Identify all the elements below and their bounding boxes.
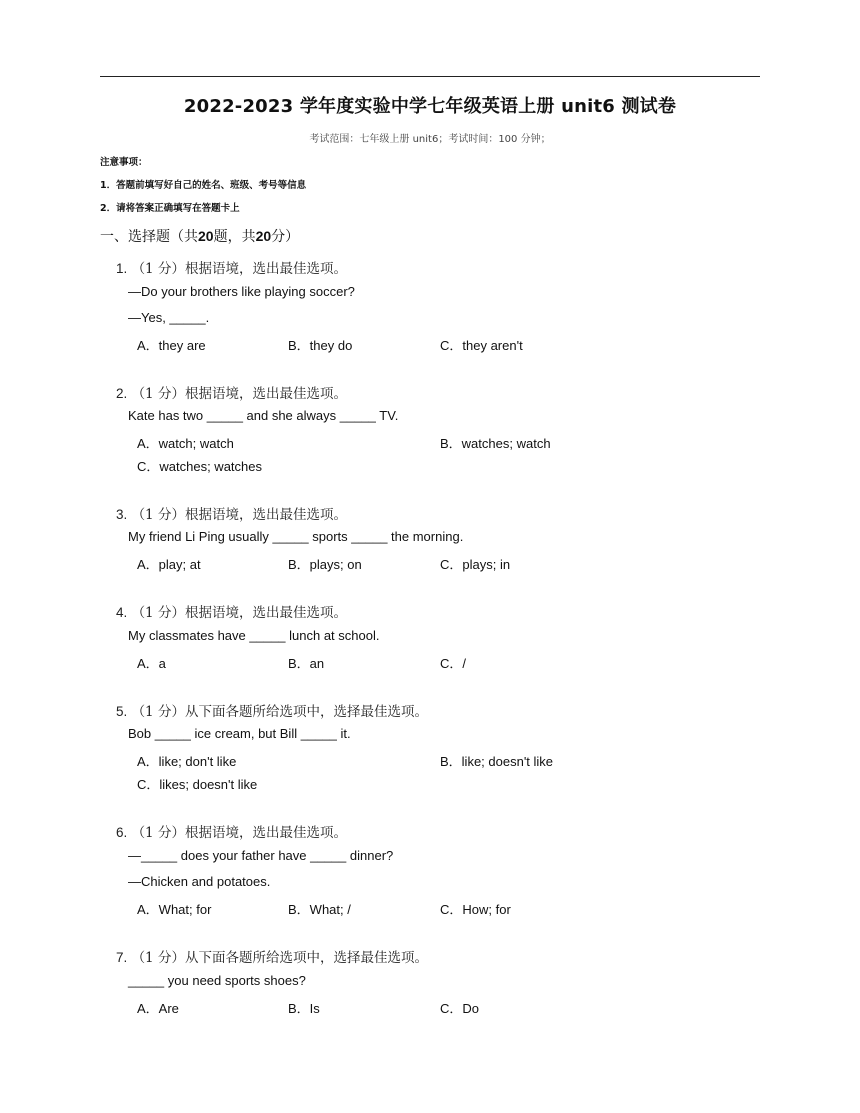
question-4-heading: 4. （1 分）根据语境，选出最佳选项。 <box>116 605 347 621</box>
note-item: 1．答题前填写好自己的姓名、班级、考号等信息 <box>100 180 307 191</box>
question-3-option-a: A．play; at <box>137 557 201 572</box>
question-6-stem: —Chicken and potatoes. <box>128 874 271 889</box>
question-7-option-b: B．Is <box>288 1001 320 1016</box>
section-heading: 一、选择题（共20题，共20分） <box>100 228 300 245</box>
question-6-heading: 6. （1 分）根据语境，选出最佳选项。 <box>116 825 347 841</box>
question-5-heading: 5. （1 分）从下面各题所给选项中，选择最佳选项。 <box>116 704 428 720</box>
question-2-stem: Kate has two _____ and she always _____ TV. <box>128 408 399 423</box>
question-4-option-c: C．/ <box>440 656 467 671</box>
question-7-heading: 7. （1 分）从下面各题所给选项中，选择最佳选项。 <box>116 950 428 966</box>
question-2-option-a: A．watch; watch <box>137 436 234 451</box>
question-3-option-c: C．plays; in <box>440 557 511 572</box>
note-item: 2．请将答案正确填写在答题卡上 <box>100 203 240 214</box>
question-5-option-b: B．like; doesn't like <box>440 754 554 769</box>
question-1-heading: 1. （1 分）根据语境，选出最佳选项。 <box>116 261 347 277</box>
question-7-stem: _____ you need sports shoes? <box>128 973 306 988</box>
question-4-stem: My classmates have _____ lunch at school. <box>128 628 380 643</box>
question-1-stem: —Yes, _____. <box>128 310 210 325</box>
question-2-option-b: B．watches; watch <box>440 436 551 451</box>
exam-info: 考试范围：七年级上册 unit6；考试时间：100 分钟； <box>309 134 551 145</box>
question-1-stem: —Do your brothers like playing soccer? <box>128 284 355 299</box>
question-5-option-c: C．likes; doesn't like <box>137 777 258 792</box>
question-1-option-a: A．they are <box>137 338 206 353</box>
question-5-stem: Bob _____ ice cream, but Bill _____ it. <box>128 726 351 741</box>
question-4-option-a: A．a <box>137 656 166 671</box>
question-4-option-b: B．an <box>288 656 325 671</box>
question-6-option-c: C．How; for <box>440 902 511 917</box>
question-2-option-c: C．watches; watches <box>137 459 262 474</box>
question-3-option-b: B．plays; on <box>288 557 362 572</box>
page-title: 2022-2023 学年度实验中学七年级英语上册 unit6 测试卷 <box>183 96 677 117</box>
question-7-option-a: A．Are <box>137 1001 179 1016</box>
question-7-option-c: C．Do <box>440 1001 480 1016</box>
question-1-option-b: B．they do <box>288 338 353 353</box>
question-5-option-a: A．like; don't like <box>137 754 237 769</box>
question-2-heading: 2. （1 分）根据语境，选出最佳选项。 <box>116 386 347 402</box>
question-3-stem: My friend Li Ping usually _____ sports _____ the morning. <box>128 529 464 544</box>
header-rule <box>100 76 760 77</box>
question-3-heading: 3. （1 分）根据语境，选出最佳选项。 <box>116 507 347 523</box>
notes-heading: 注意事项： <box>100 157 148 168</box>
question-6-option-a: A．What; for <box>137 902 212 917</box>
question-6-stem: —_____ does your father have _____ dinner? <box>128 848 394 863</box>
question-1-option-c: C．they aren't <box>440 338 523 353</box>
question-6-option-b: B．What; / <box>288 902 351 917</box>
